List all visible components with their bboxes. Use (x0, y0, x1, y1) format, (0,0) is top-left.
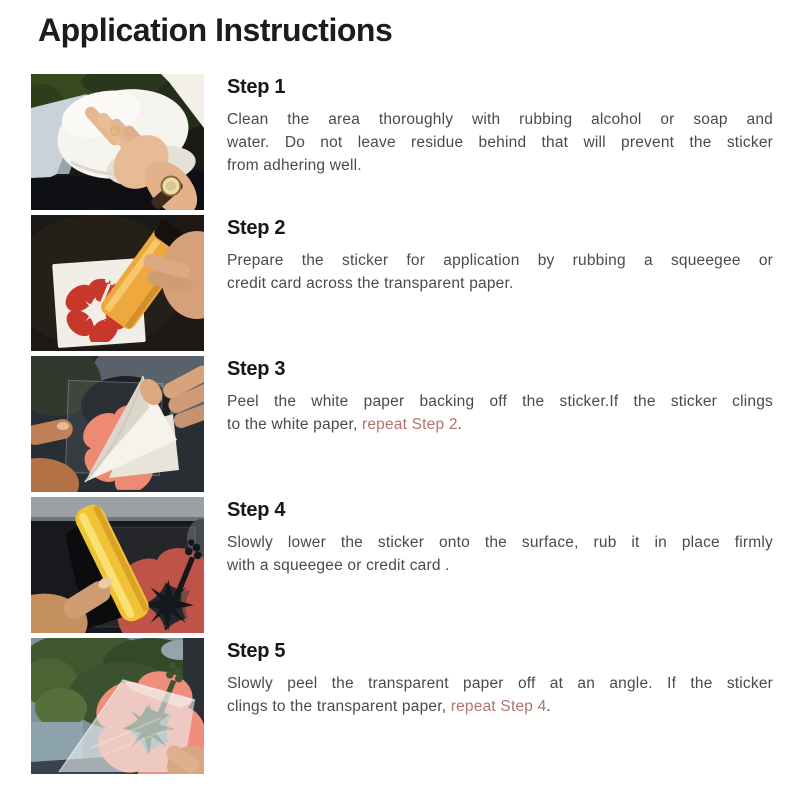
step-heading: Step 4 (227, 499, 286, 521)
step1-photo (31, 74, 204, 210)
step-text-segment: to the white paper, (227, 416, 362, 433)
step-text-lastline (227, 413, 773, 436)
step-text-segment: . (546, 698, 551, 715)
step-text (227, 531, 773, 577)
step5-photo (31, 638, 204, 774)
step2-content (227, 217, 773, 295)
repeat-step-2-link[interactable]: repeat Step 2 (361, 416, 458, 433)
step-row-4 (0, 497, 800, 637)
step-row-1 (0, 74, 800, 214)
step-heading: Step 5 (227, 640, 286, 662)
peel-transfer-photo (31, 638, 204, 774)
step-text-segment: . (457, 416, 463, 433)
step-row-5 (0, 638, 800, 778)
step2-photo (31, 215, 204, 351)
step1-content (227, 76, 773, 177)
step-text-segment: clings to the transparent paper, (227, 698, 451, 715)
step-text (227, 672, 773, 718)
step-row-2 (0, 215, 800, 355)
step5-content (227, 640, 773, 718)
step-text-lastline (227, 695, 773, 718)
step-text-lastline (227, 272, 773, 295)
wipe-cloth-photo (31, 74, 204, 210)
step-text-line: Clean the area thoroughly with rubbing alcohol or soap and (227, 111, 773, 128)
step-heading: Step 1 (227, 76, 286, 98)
step-text-segment: from adhering well. (227, 157, 362, 174)
step-text-line: Slowly lower the sticker onto the surface, rub it in place firmly (227, 534, 773, 551)
step-heading: Step 3 (227, 358, 286, 380)
step3-content (227, 358, 773, 436)
apply-sticker-photo (31, 497, 204, 633)
step-text-line: Peel the white paper backing off the sticker.If the sticker clings (227, 393, 773, 410)
step3-photo (31, 356, 204, 492)
step-text (227, 108, 773, 177)
step-text-segment: credit card across the transparent paper. (227, 275, 514, 292)
step4-content (227, 499, 773, 577)
step-text-line: water. Do not leave residue behind that will prevent the sticker (227, 134, 773, 151)
step-text-lastline (227, 554, 773, 577)
step-heading: Step 2 (227, 217, 286, 239)
step-text-line: Prepare the sticker for application by rubbing a squeegee or (227, 252, 773, 269)
peel-backing-photo (31, 356, 204, 492)
step-text (227, 249, 773, 295)
step-text-line: Slowly peel the transparent paper off at an angle. If the sticker (227, 675, 773, 692)
step-row-3 (0, 356, 800, 496)
page-title: Application Instructions (38, 12, 393, 48)
step-text-lastline (227, 154, 773, 177)
step-text (227, 390, 773, 436)
repeat-step-4-link[interactable]: repeat Step 4 (450, 698, 547, 715)
step4-photo (31, 497, 204, 633)
squeegee-rub-photo (31, 215, 204, 351)
step-text-segment: with a squeegee or credit card . (227, 557, 450, 574)
